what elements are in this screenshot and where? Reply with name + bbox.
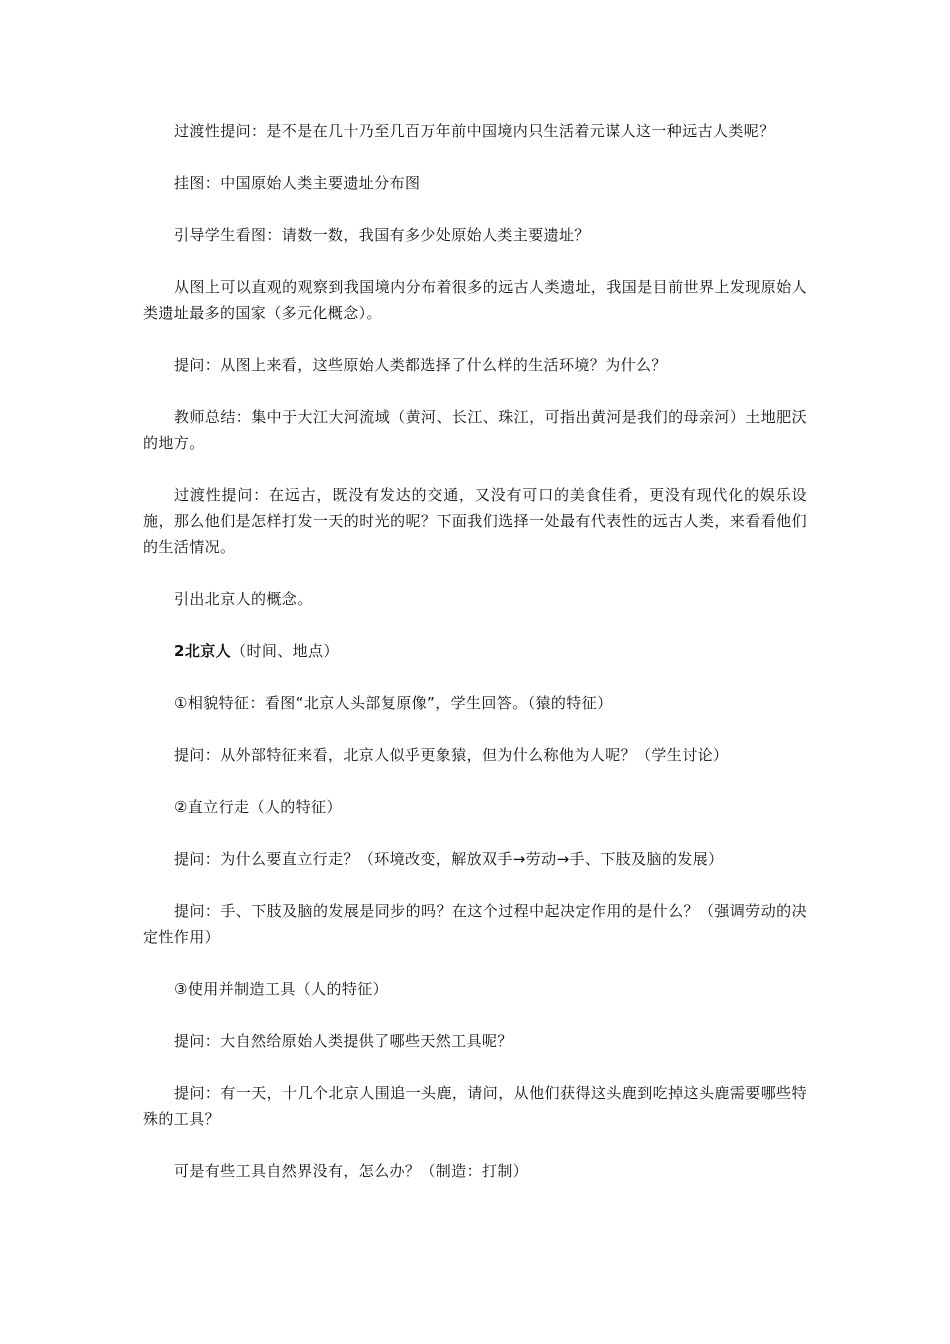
paragraph: 可是有些工具自然界没有，怎么办？（制造：打制）: [174, 1162, 529, 1180]
paragraph: 挂图：中国原始人类主要遗址分布图: [174, 174, 421, 192]
section-heading-bold: 2北京人: [174, 642, 232, 660]
paragraph: 提问：从图上来看，这些原始人类都选择了什么样的生活环境？为什么？: [174, 356, 667, 374]
paragraph: 提问：大自然给原始人类提供了哪些天然工具呢？: [174, 1032, 513, 1050]
paragraph: ③使用并制造工具（人的特征）: [174, 980, 389, 998]
section-heading: [143, 638, 807, 664]
paragraph: 引导学生看图：请数一数，我国有多少处原始人类主要遗址？: [174, 226, 590, 244]
paragraph: 从图上可以直观的观察到我国境内分布着很多的远古人类遗址，我国是目前世界上发现原始人类遗址最多的国家（多元化概念）。: [143, 278, 807, 322]
paragraph: 提问：手、下肢及脑的发展是同步的吗？在这个过程中起决定作用的是什么？（强调劳动的决定性作用）: [143, 902, 807, 946]
section-heading-rest: （时间、地点）: [231, 642, 339, 660]
paragraph: 教师总结：集中于大江大河流域（黄河、长江、珠江，可指出黄河是我们的母亲河）土地肥沃的地方。: [143, 408, 807, 452]
paragraph: ①相貌特征：看图“北京人头部复原像”，学生回答。（猿的特征）: [174, 694, 613, 712]
paragraph: 提问：从外部特征来看，北京人似乎更象猿，但为什么称他为人呢？（学生讨论）: [174, 746, 729, 764]
document-body: [143, 118, 807, 1210]
paragraph: 过渡性提问：是不是在几十乃至几百万年前中国境内只生活着元谋人这一种远古人类呢？: [174, 122, 775, 140]
paragraph: 提问：有一天，十几个北京人围追一头鹿，请问，从他们获得这头鹿到吃掉这头鹿需要哪些特殊的工具？: [143, 1084, 807, 1128]
paragraph: 过渡性提问：在远古，既没有发达的交通，又没有可口的美食佳肴，更没有现代化的娱乐设施，那么他们是怎样打发一天的时光的呢？下面我们选择一处最有代表性的远古人类，来看看他们的生活情况。: [143, 486, 807, 556]
paragraph: ②直立行走（人的特征）: [174, 798, 342, 816]
paragraph: 提问：为什么要直立行走？（环境改变，解放双手→劳动→手、下肢及脑的发展）: [174, 850, 724, 868]
paragraph: 引出北京人的概念。: [174, 590, 313, 608]
